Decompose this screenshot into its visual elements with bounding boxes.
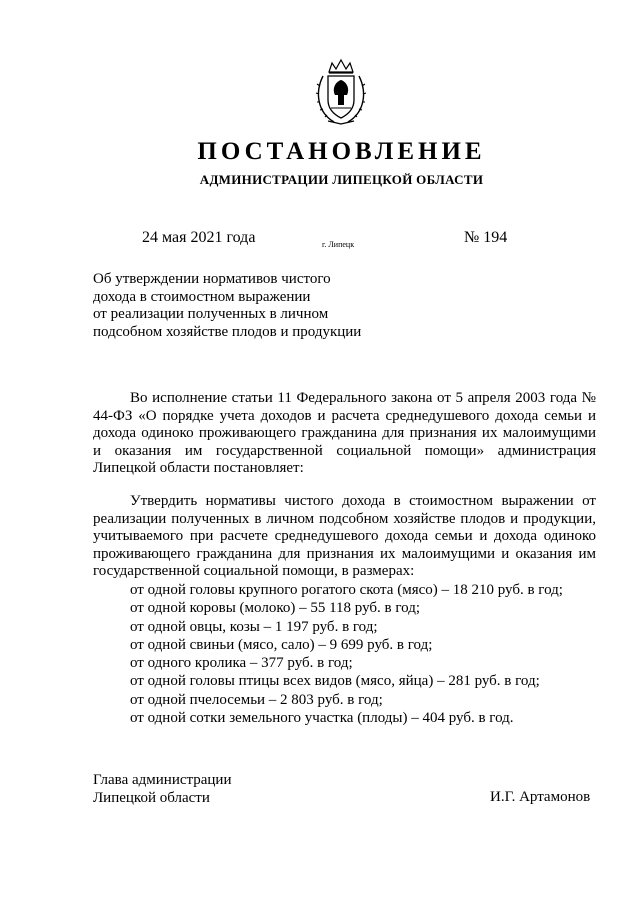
rate-item: от одной коровы (молоко) – 55 118 руб. в год; — [130, 600, 421, 617]
subject-line: подсобном хозяйстве плодов и продукции — [93, 323, 362, 340]
rate-item: от одного кролика – 377 руб. в год; — [130, 655, 353, 672]
document-date: 24 мая 2021 года — [142, 229, 256, 246]
document-city: г. Липецк — [322, 240, 355, 249]
rate-item: от одной свиньи (мясо, сало) – 9 699 руб. в год; — [130, 636, 433, 653]
subject-line: дохода в стоимостном выражении — [93, 288, 311, 305]
document-subtitle: АДМИНИСТРАЦИИ ЛИПЕЦКОЙ ОБЛАСТИ — [199, 172, 484, 187]
rate-item: от одной овцы, козы – 1 197 руб. в год; — [130, 618, 378, 635]
preamble-paragraph: Во исполнение статьи 11 Федерального закона от 5 апреля 2003 года № 44-ФЗ «О порядке учета доходов и расчета среднедушевого дохода семьи и дохода одиноко проживающего гражданина для признания их малоимущими и оказания им государственной социальной помощи» администрация Липецкой области постановляет: — [93, 390, 596, 476]
signatory-position-line: Липецкой области — [93, 790, 210, 806]
signatory-position — [93, 771, 231, 807]
signatory-name: И.Г. Артамонов — [490, 789, 591, 805]
rate-item: от одной пчелосемьи – 2 803 руб. в год; — [130, 691, 383, 708]
coat-of-arms-icon — [314, 58, 368, 128]
signatory-position-line: Глава администрации — [93, 772, 232, 788]
document-title: ПОСТАНОВЛЕНИЕ — [197, 138, 486, 165]
rates-list — [130, 581, 563, 727]
document-number: № 194 — [464, 229, 508, 246]
rate-item: от одной головы птицы всех видов (мясо, яйца) – 281 руб. в год; — [130, 673, 540, 690]
resolution-paragraph: Утвердить нормативы чистого дохода в стоимостном выражении от реализации полученных в личном подсобном хозяйстве плодов и продукции, учитываемого при расчете среднедушевого дохода семьи и дохода одиноко проживающего гражданина для признания их малоимущими и оказания им государственной социальной помощи, в размерах: — [93, 493, 596, 579]
subject-line: Об утверждении нормативов чистого — [93, 271, 331, 287]
rate-item: от одной головы крупного рогатого скота (мясо) – 18 210 руб. в год; — [130, 582, 563, 598]
document-subject — [93, 271, 393, 341]
rate-item: от одной сотки земельного участка (плоды) – 404 руб. в год. — [130, 710, 514, 727]
subject-line: от реализации полученных в личном — [93, 306, 329, 322]
